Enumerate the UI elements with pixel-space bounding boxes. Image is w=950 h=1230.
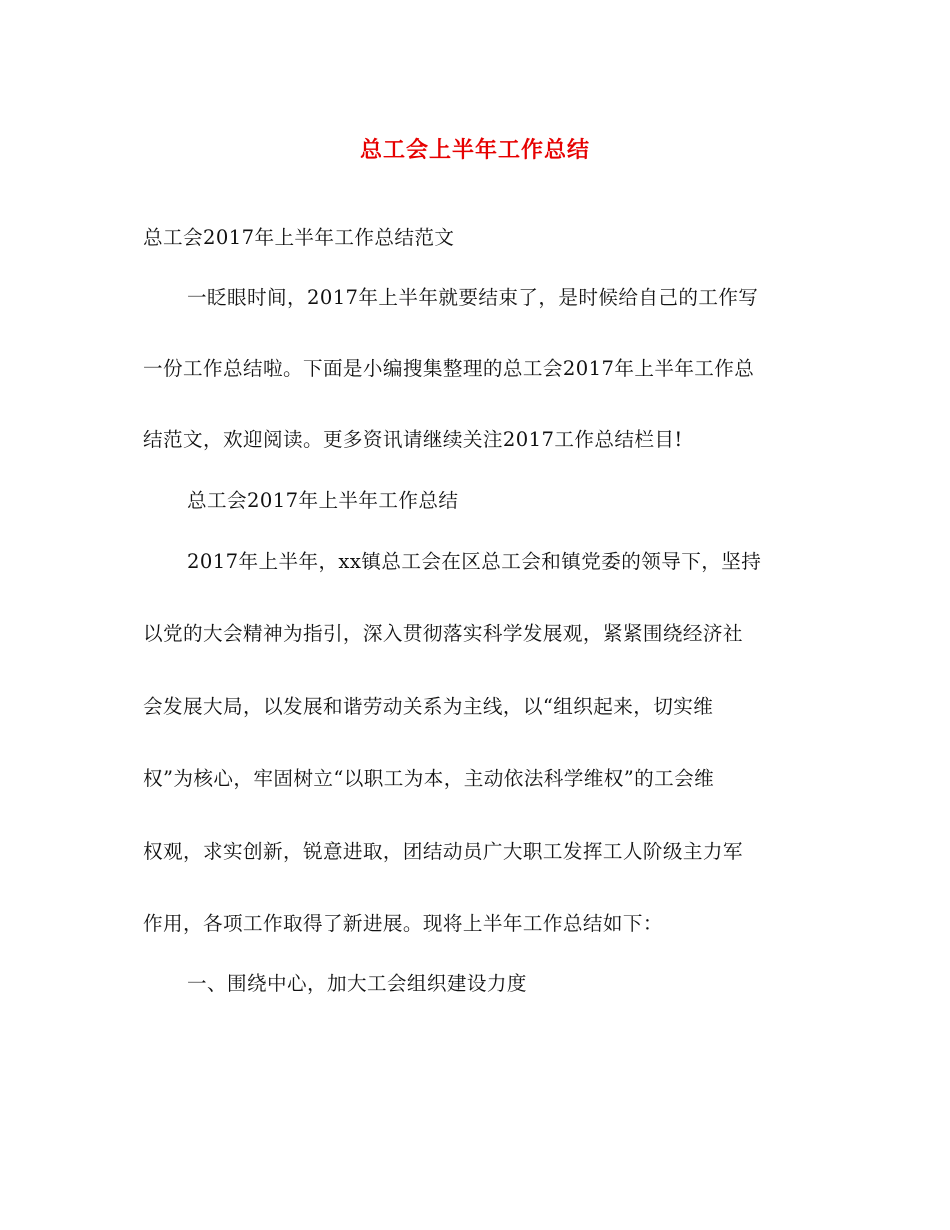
paragraph-line: 权”为核心，牢固树立“以职工为本，主动依法科学维权”的工会维 bbox=[143, 767, 715, 790]
subtitle-line: 总工会2017年上半年工作总结范文 bbox=[143, 226, 455, 249]
paragraph-line: 会发展大局，以发展和谐劳动关系为主线，以“组织起来，切实维 bbox=[143, 695, 714, 718]
paragraph-line: 一眨眼时间，2017年上半年就要结束了，是时候给自己的工作写 bbox=[187, 286, 759, 309]
paragraph-line: 2017年上半年，xx镇总工会在区总工会和镇党委的领导下，坚持 bbox=[187, 550, 762, 573]
section-heading: 总工会2017年上半年工作总结 bbox=[187, 489, 459, 512]
paragraph-line: 一份工作总结啦。下面是小编搜集整理的总工会2017年上半年工作总 bbox=[143, 357, 755, 380]
paragraph-line: 结范文，欢迎阅读。更多资讯请继续关注2017工作总结栏目! bbox=[143, 428, 683, 451]
document-title: 总工会上半年工作总结 bbox=[359, 138, 590, 163]
paragraph-line: 以党的大会精神为指引，深入贯彻落实科学发展观，紧紧围绕经济社 bbox=[143, 622, 743, 645]
paragraph-line: 作用，各项工作取得了新进展。现将上半年工作总结如下： bbox=[143, 912, 663, 935]
section-heading: 一、围绕中心，加大工会组织建设力度 bbox=[187, 972, 527, 995]
paragraph-line: 权观，求实创新，锐意进取，团结动员广大职工发挥工人阶级主力军 bbox=[143, 840, 743, 863]
